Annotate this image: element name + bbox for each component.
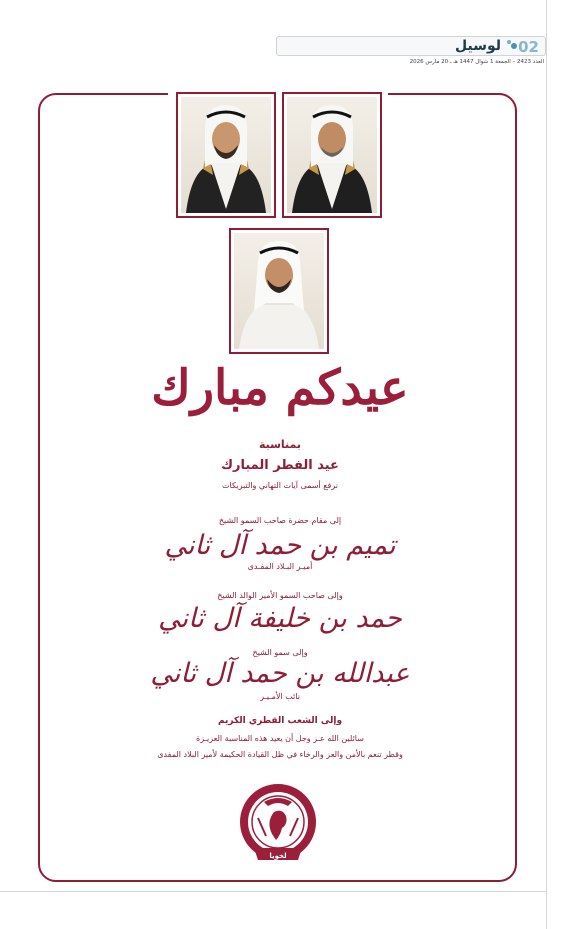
portrait-father-emir-figure — [287, 97, 377, 213]
portrait-deputy-emir-figure — [234, 233, 324, 349]
emir-title: أميـر البـلاد المفـدى — [247, 562, 313, 571]
portrait-father-emir — [282, 92, 382, 218]
to-people-line: وإلى الشعب القطري الكريم — [217, 716, 343, 726]
page-number: 02 — [518, 38, 539, 56]
eid-greeting-calligraphy: عيدكم مبارك — [151, 360, 409, 416]
page-header — [276, 36, 546, 56]
portrait-deputy-emir — [229, 228, 329, 354]
deputy-name-calligraphy: عبدالله بن حمد آل ثاني — [150, 658, 410, 689]
father-emir-name-calligraphy: حمد بن خليفة آل ثاني — [158, 603, 402, 634]
to-sheikh-line: وإلى سمو الشيخ — [252, 648, 308, 657]
brand-logo-dot-icon — [511, 43, 517, 49]
congratulations-line: نرفع أسمى آيات التهاني والتبريكات — [221, 481, 338, 490]
prayer-line: سائلين الله عـز وجل أن يعيد هذه المناسبة العزيـزة — [196, 734, 364, 743]
qatar-wish-line: وقطر تنعم بالأمن والعز والرخاء في ظل القيادة الحكيمة لأمير البلاد المفدى — [157, 750, 403, 759]
portrait-emir — [176, 92, 276, 218]
emir-name-calligraphy: تميم بن حمد آل ثاني — [164, 530, 396, 561]
to-father-emir-line: وإلى صاحب السمو الأمير الوالد الشيخ — [217, 591, 343, 600]
brand-logo-dot-small-icon — [507, 40, 511, 44]
issue-date-line: العدد 2423 – الجمعة 1 شوال 1447 هـ ـ 20 مارس 2026 — [409, 59, 544, 65]
page-bottom-line — [0, 891, 546, 892]
occasion-label: بمناسبة — [258, 438, 302, 451]
brand-name: لوسيل — [454, 38, 501, 54]
portrait-emir-figure — [181, 97, 271, 213]
emblem-label: لخويا — [269, 852, 287, 860]
eid-name: عيد الفطر المبارك — [221, 458, 339, 473]
deputy-title: نائب الأمـيـر — [260, 692, 300, 701]
page-edge-line — [546, 0, 547, 929]
to-emir-line: إلى مقام حضرة صاحب السمو الشيخ — [218, 516, 342, 525]
